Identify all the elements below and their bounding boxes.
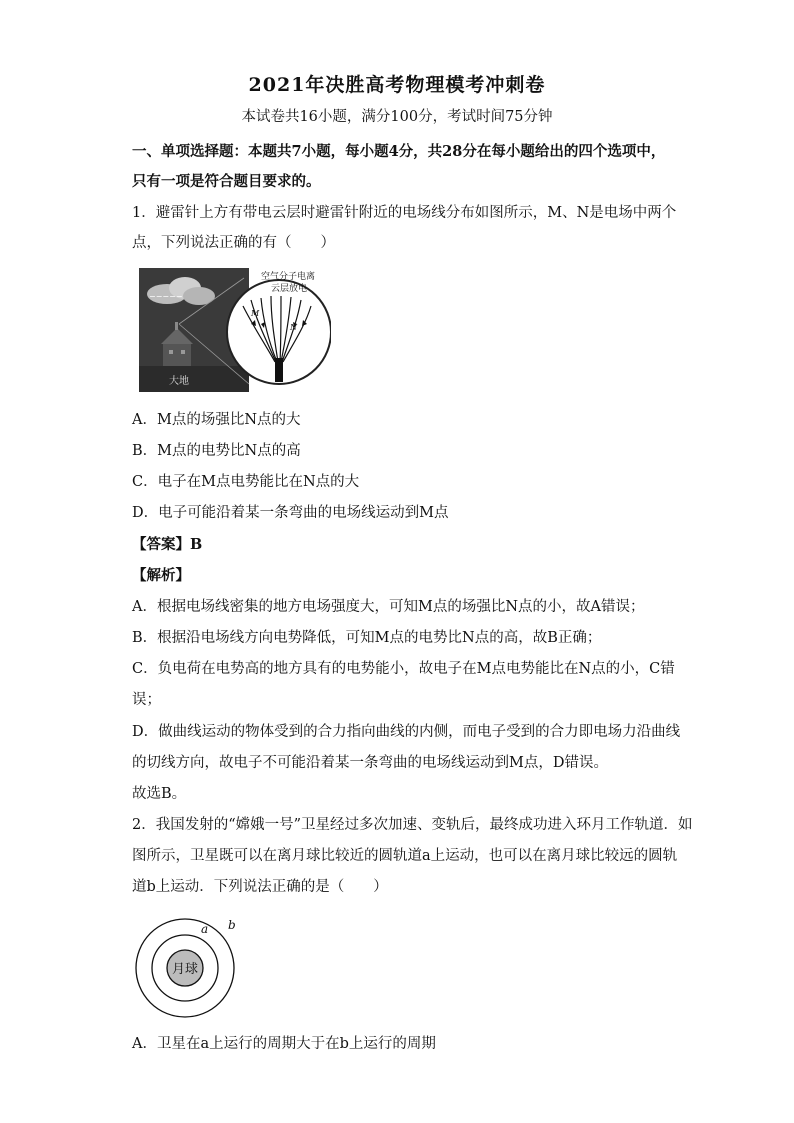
question-1-option-d: D．电子可能沿着某一条弯曲的电场线运动到M点 <box>132 505 449 521</box>
point-m-label: M <box>251 309 260 318</box>
ground-label: 大地 <box>169 376 189 387</box>
analysis-line: 的切线方向，故电子不可能沿着某一条弯曲的电场线运动到M点，D错误。 <box>132 755 608 771</box>
point-n-label: N <box>290 323 297 332</box>
svg-text:−−−−−: −−−−− <box>149 292 183 301</box>
section-heading-continued: 只有一项是符合题目要求的。 <box>132 173 321 190</box>
page-subtitle: 本试卷共16小题，满分100分，考试时间75分钟 <box>241 109 553 125</box>
analysis-line: 误； <box>132 692 161 708</box>
question-1-stem: 1．避雷针上方有带电云层时避雷针附近的电场线分布如图所示，M、N是电场中两个 <box>132 205 677 221</box>
section-heading: 一、单项选择题：本题共7小题，每小题4分，共28分在每小题给出的四个选项中， <box>132 143 666 160</box>
analysis-label: 【解析】 <box>132 567 190 584</box>
question-1-option-b: B．M点的电势比N点的高 <box>132 443 301 459</box>
moon-label: 月球 <box>171 962 199 977</box>
question-2-stem-continued: 道b上运动．下列说法正确的是（ ） <box>132 879 388 895</box>
answer-label: 【答案】B <box>132 536 203 553</box>
analysis-line: D．做曲线运动的物体受到的合力指向曲线的内侧，而电子受到的合力即电场力沿曲线 <box>132 724 681 740</box>
orbit-b-label: b <box>228 918 236 932</box>
lightning-rod <box>275 358 283 382</box>
question-2-stem-continued: 图所示，卫星既可以在离月球比较近的圆轨道a上运动，也可以在离月球比较远的圆轨 <box>132 848 678 864</box>
question-1-stem-continued: 点，下列说法正确的有（ ） <box>132 235 335 251</box>
analysis-line: B．根据沿电场线方向电势降低，可知M点的电势比N点的高，故B正确； <box>132 630 602 646</box>
orbit-a-label: a <box>201 922 209 936</box>
question-2-option-a: A．卫星在a上运行的周期大于在b上运行的周期 <box>132 1036 436 1052</box>
discharge-label: 云层放电 <box>271 284 308 294</box>
page-title: 2021年决胜高考物理模考冲刺卷 <box>248 74 546 96</box>
moon-orbits-figure <box>128 915 248 1019</box>
ionization-label: 空气分子电离 <box>261 272 316 282</box>
question-1-option-a: A．M点的场强比N点的大 <box>132 412 301 428</box>
analysis-line: A．根据电场线密集的地方电场强度大，可知M点的场强比N点的小，故A错误； <box>132 599 645 615</box>
question-2-stem: 2．我国发射的“嫦娥一号”卫星经过多次加速、变轨后，最终成功进入环月工作轨道．如 <box>132 817 693 833</box>
analysis-line: C．负电荷在电势高的地方具有的电势能小，故电子在M点电势能比在N点的小，C错 <box>132 661 675 677</box>
question-1-option-c: C．电子在M点电势能比在N点的大 <box>132 474 360 490</box>
lightning-rod-figure <box>139 266 331 394</box>
analysis-conclusion: 故选B。 <box>132 786 187 802</box>
